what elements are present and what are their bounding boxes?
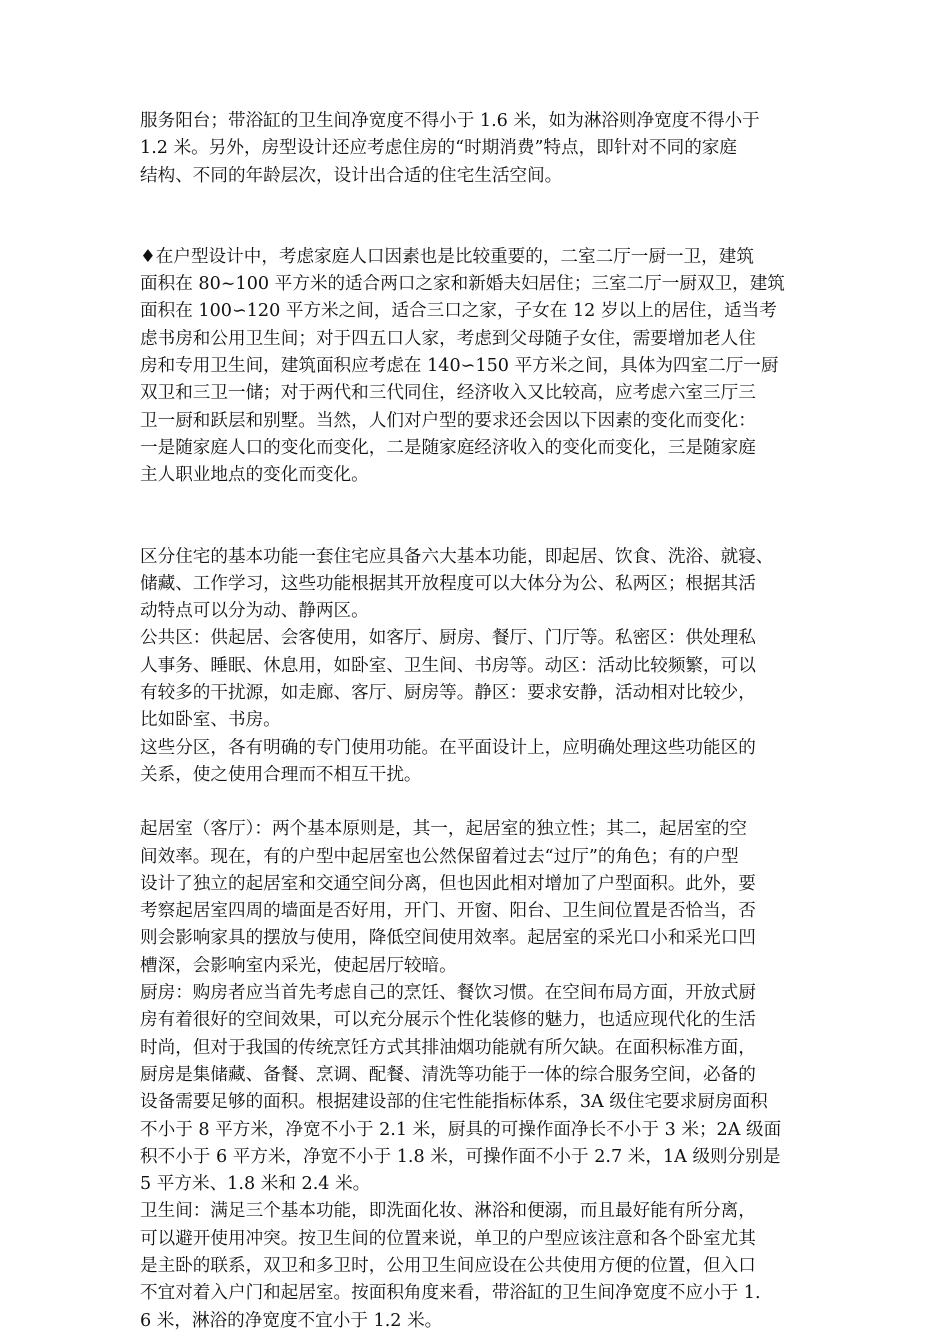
- text-line: 槽深，会影响室内采光，使起居厅较暗。: [140, 955, 457, 976]
- text-line: 关系，使之使用合理而不相互干扰。: [140, 764, 422, 785]
- text-line: 卫生间：满足三个基本功能，即洗面化妆、淋浴和便溺，而且最好能有所分离，: [140, 1201, 756, 1222]
- paragraph-spacer: [140, 190, 830, 244]
- paragraph-bathroom: [140, 1198, 830, 1334]
- paragraph-spacer: [140, 789, 830, 816]
- text-line: 起居室（客厅）：两个基本原则是，其一，起居室的独立性；其二，起居室的空: [140, 819, 747, 840]
- text-line: 卫一厨和跃层和别墅。当然，人们对户型的要求还会因以下因素的变化而变化：: [140, 410, 756, 431]
- text-line: 厨房：购房者应当首先考虑自己的烹饪、餐饮习惯。在空间布局方面，开放式厨: [140, 983, 756, 1004]
- text-line: 比如卧室、书房。: [140, 710, 281, 731]
- text-line: 双卫和三卫一储；对于两代和三代同住，经济收入又比较高，应考虑六室三厅三: [140, 383, 756, 404]
- text-line: 考察起居室四周的墙面是否好用，开门、开窗、阳台、卫生间位置是否恰当，否: [140, 901, 756, 922]
- text-line: 厨房是集储藏、备餐、烹调、配餐、清洗等功能于一体的综合服务空间，必备的: [140, 1064, 756, 1085]
- text-line: 虑书房和公用卫生间；对于四五口人家，考虑到父母随子女住，需要增加老人住: [140, 328, 756, 349]
- text-line: 区分住宅的基本功能一套住宅应具备六大基本功能，即起居、饮食、洗浴、就寝、: [140, 546, 774, 567]
- text-line: 不小于 8 平方米，净宽不小于 2.1 米，厨具的可操作面净长不小于 3 米；2A 级面: [140, 1119, 782, 1140]
- text-line: 这些分区，各有明确的专门使用功能。在平面设计上，应明确处理这些功能区的: [140, 737, 756, 758]
- text-line: 面积在 100∽120 平方米之间，适合三口之家，子女在 12 岁以上的居住，适当考: [140, 301, 777, 322]
- text-line: 是主卧的联系，双卫和多卫时，公用卫生间应设在公共使用方便的位置，但入口: [140, 1255, 756, 1276]
- paragraph-basic-functions: [140, 544, 830, 626]
- text-line: 动特点可以分为动、静两区。: [140, 601, 369, 622]
- paragraph-living-room: [140, 816, 830, 980]
- text-line: 时尚，但对于我国的传统烹饪方式其排油烟功能就有所欠缺。在面积标准方面，: [140, 1037, 756, 1058]
- text-line: 积不小于 6 平方米，净宽不小于 1.8 米，可操作面不小于 2.7 米，1A 级则分别是: [140, 1146, 781, 1167]
- text-line: 房和专用卫生间，建筑面积应考虑在 140∽150 平方米之间，具体为四室二厅一厨: [140, 356, 779, 377]
- text-line: 设计了独立的起居室和交通空间分离，但也因此相对增加了户型面积。此外，要: [140, 873, 756, 894]
- paragraph-zone-relations: [140, 735, 830, 790]
- paragraph-zones: [140, 625, 830, 734]
- text-line: 则会影响家具的摆放与使用，降低空间使用效率。起居室的采光口小和采光口凹: [140, 928, 756, 949]
- text-line: 面积在 80~100 平方米的适合两口之家和新婚夫妇居住；三室二厅一厨双卫，建筑: [140, 274, 785, 295]
- text-line: 房有着很好的空间效果，可以充分展示个性化装修的魅力，也适应现代化的生活: [140, 1010, 756, 1031]
- text-line: 结构、不同的年龄层次，设计出合适的住宅生活空间。: [140, 165, 563, 186]
- text-line: 1.2 米。另外，房型设计还应考虑住房的“时期消费”特点，即针对不同的家庭: [140, 138, 737, 159]
- document-page: [140, 108, 830, 1335]
- text-line: 服务阳台；带浴缸的卫生间净宽度不得小于 1.6 米，如为淋浴则净宽度不得小于: [140, 111, 760, 131]
- text-line: 一是随家庭人口的变化而变化，二是随家庭经济收入的变化而变化，三是随家庭: [140, 437, 756, 458]
- text-line: 设备需要足够的面积。根据建设部的住宅性能指标体系，3A 级住宅要求厨房面积: [140, 1092, 768, 1113]
- text-line: ♦在户型设计中，考虑家庭人口因素也是比较重要的，二室二厅一厨一卫，建筑: [140, 246, 754, 267]
- text-line: 人事务、睡眠、休息用，如卧室、卫生间、书房等。动区：活动比较频繁，可以: [140, 655, 756, 676]
- text-line: 有较多的干扰源，如走廊、客厅、厨房等。静区：要求安静，活动相对比较少，: [140, 683, 756, 704]
- text-line: 不宜对着入户门和起居室。按面积角度来看，带浴缸的卫生间净宽度不应小于 1.: [140, 1283, 761, 1304]
- text-line: 公共区：供起居、会客使用，如客厅、厨房、餐厅、门厅等。私密区：供处理私: [140, 628, 756, 649]
- text-line: 储藏、工作学习，这些功能根据其开放程度可以大体分为公、私两区；根据其活: [140, 573, 756, 594]
- text-line: 5 平方米、1.8 米和 2.4 米。: [140, 1174, 371, 1195]
- text-line: 主人职业地点的变化而变化。: [140, 465, 369, 486]
- paragraph-spacer: [140, 490, 830, 544]
- paragraph-bathroom-width: [140, 108, 830, 190]
- paragraph-kitchen: [140, 980, 830, 1198]
- paragraph-household-population: [140, 244, 830, 490]
- text-line: 间效率。现在，有的户型中起居室也公然保留着过去“过厅”的角色；有的户型: [140, 846, 739, 867]
- text-line: 6 米，淋浴的净宽度不宜小于 1.2 米。: [140, 1310, 443, 1331]
- text-line: 可以避开使用冲突。按卫生间的位置来说，单卫的户型应该注意和各个卧室尤其: [140, 1228, 756, 1249]
